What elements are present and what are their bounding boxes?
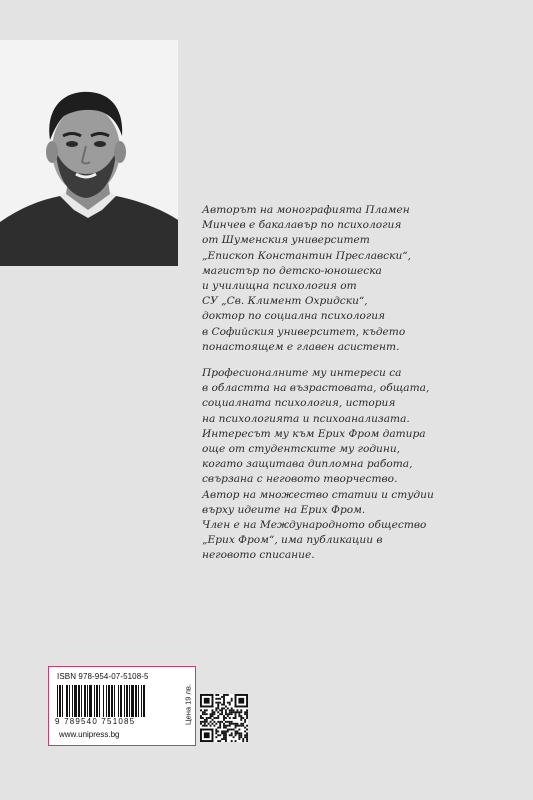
qr-module <box>227 721 229 723</box>
qr-module <box>212 694 214 707</box>
bio-line: „Епископ Константин Преславски“, <box>202 249 412 262</box>
qr-module <box>206 713 208 715</box>
qr-module <box>238 732 240 734</box>
qr-module <box>240 715 242 717</box>
qr-module <box>202 717 204 719</box>
qr-module <box>235 725 237 727</box>
barcode-bar <box>96 685 98 717</box>
qr-module <box>246 715 248 717</box>
qr-module <box>204 723 206 725</box>
qr-module <box>235 706 248 708</box>
price-label: Цена 19 лв. <box>183 684 193 726</box>
qr-module <box>225 740 227 742</box>
qr-module <box>225 694 227 696</box>
qr-module <box>238 725 240 727</box>
bio-paragraph-1 <box>202 203 522 355</box>
qr-module <box>238 738 240 740</box>
bio-line: когато защитава дипломна работа, <box>202 458 413 471</box>
barcode-bar <box>111 685 113 717</box>
qr-module <box>246 713 248 715</box>
qr-module <box>231 713 233 715</box>
qr-module <box>223 730 225 732</box>
bio-line: СУ „Св. Климент Охридски“, <box>202 295 368 308</box>
qr-module <box>225 717 227 719</box>
qr-module <box>221 696 223 698</box>
qr-module <box>213 717 215 719</box>
qr-module <box>225 725 227 727</box>
qr-module <box>215 707 217 709</box>
qr-module <box>223 734 225 736</box>
bio-line: свързана с неговото творчество. <box>202 473 398 486</box>
qr-module <box>223 696 225 698</box>
qr-module <box>219 709 221 711</box>
qr-module <box>212 719 214 721</box>
qr-module <box>229 725 231 727</box>
qr-module <box>233 729 235 731</box>
qr-module <box>231 734 233 736</box>
qr-module <box>206 719 208 721</box>
barcode-bar <box>138 685 139 717</box>
qr-module <box>236 709 238 711</box>
qr-module <box>231 723 233 725</box>
qr-module <box>231 709 233 711</box>
barcode-bar <box>81 685 82 717</box>
bio-line: „Ерих Фром“, има публикации в <box>202 534 383 547</box>
qr-module <box>235 740 237 742</box>
qr-module <box>217 740 219 742</box>
qr-module <box>219 721 221 723</box>
qr-module <box>225 738 227 740</box>
qr-module <box>223 702 225 704</box>
qr-module <box>227 725 229 727</box>
qr-module <box>202 713 204 715</box>
qr-module <box>244 713 246 715</box>
qr-module <box>225 727 227 729</box>
barcode-bar <box>78 685 80 717</box>
qr-module <box>229 721 231 723</box>
qr-module <box>215 736 217 738</box>
qr-module <box>236 730 238 732</box>
qr-module <box>231 707 233 709</box>
qr-module <box>246 729 248 731</box>
qr-module <box>231 711 233 713</box>
qr-module <box>238 736 240 738</box>
qr-module <box>227 694 229 696</box>
qr-module <box>231 698 233 700</box>
qr-module <box>242 723 244 725</box>
qr-module <box>233 717 235 719</box>
qr-module <box>223 717 225 719</box>
qr-module <box>233 711 235 713</box>
qr-module <box>231 732 233 734</box>
qr-module <box>236 725 238 727</box>
qr-module <box>200 706 213 708</box>
qr-module <box>240 732 242 734</box>
barcode-icon <box>57 685 175 717</box>
qr-module <box>215 729 217 731</box>
qr-module <box>240 736 242 738</box>
qr-module <box>235 727 237 729</box>
barcode-bar <box>103 685 104 717</box>
qr-module <box>221 709 223 711</box>
qr-module <box>229 717 231 719</box>
qr-module <box>231 729 233 731</box>
qr-module <box>215 730 217 732</box>
barcode-digits: 9 789540 751085 <box>55 717 136 726</box>
qr-module <box>244 727 246 729</box>
qr-module <box>213 711 215 713</box>
qr-module <box>204 709 206 711</box>
barcode-bar <box>108 685 110 717</box>
qr-module <box>221 707 223 709</box>
qr-module <box>200 721 202 723</box>
qr-module <box>223 704 225 706</box>
qr-module <box>246 732 248 734</box>
qr-module <box>240 734 242 736</box>
qr-module <box>242 725 244 727</box>
qr-module <box>236 711 238 713</box>
qr-module <box>236 723 238 725</box>
qr-module <box>242 717 244 719</box>
qr-module <box>208 717 210 719</box>
qr-module <box>235 715 237 717</box>
bio-line: Авторът на монографията Пламен <box>202 204 410 216</box>
qr-module <box>200 694 202 707</box>
barcode-bar <box>143 685 145 717</box>
qr-module <box>229 704 231 706</box>
qr-module <box>217 694 219 696</box>
bio-line: на психологията и психоанализата. <box>202 412 410 425</box>
qr-module <box>233 736 235 738</box>
qr-module <box>204 732 210 738</box>
barcode-bar <box>66 685 68 717</box>
qr-module <box>217 734 219 736</box>
qr-module <box>219 698 221 700</box>
qr-module <box>227 729 229 731</box>
qr-module <box>225 732 227 734</box>
qr-module <box>231 700 233 702</box>
qr-module <box>223 727 225 729</box>
qr-module <box>229 711 231 713</box>
qr-module <box>227 707 229 709</box>
qr-module <box>240 723 242 725</box>
qr-module <box>223 732 225 734</box>
barcode-bar <box>57 685 58 717</box>
qr-module <box>235 717 237 719</box>
qr-module <box>221 732 223 734</box>
qr-module <box>221 721 223 723</box>
qr-module <box>242 738 244 740</box>
qr-module <box>229 734 231 736</box>
qr-module <box>227 715 229 717</box>
qr-module <box>215 694 217 696</box>
barcode-bar <box>72 685 73 717</box>
barcode-bar <box>87 685 88 717</box>
barcode-bar <box>131 685 134 717</box>
barcode-bar <box>94 685 95 717</box>
qr-module <box>246 725 248 727</box>
qr-module <box>244 711 246 713</box>
qr-module <box>219 740 221 742</box>
qr-module <box>219 723 221 725</box>
qr-module <box>217 715 219 717</box>
qr-module <box>200 729 213 731</box>
qr-module <box>215 698 217 700</box>
qr-module <box>229 709 231 711</box>
qr-module <box>217 711 219 713</box>
bio-line: в областта на възрастовата, общата, <box>202 382 430 395</box>
qr-module <box>210 725 212 727</box>
qr-module <box>235 694 237 707</box>
qr-module <box>231 740 233 742</box>
barcode-bar <box>141 685 142 717</box>
qr-module <box>212 729 214 742</box>
qr-module <box>217 717 219 719</box>
qr-module <box>221 711 223 713</box>
qr-module <box>208 723 210 725</box>
qr-module <box>219 727 221 729</box>
qr-module <box>235 734 237 736</box>
qr-module <box>204 719 206 721</box>
qr-module <box>212 711 214 713</box>
qr-module <box>238 713 240 715</box>
qr-module <box>202 721 204 723</box>
bio-line: Професионалните му интереси са <box>202 367 402 380</box>
barcode-bar <box>99 685 100 717</box>
qr-module <box>246 734 248 736</box>
qr-module <box>215 717 217 719</box>
qr-module <box>229 729 231 731</box>
bio-line: от Шуменския университет <box>202 234 370 247</box>
qr-module <box>242 740 244 742</box>
bio-line: магистър по детско-юношеска <box>202 264 382 277</box>
qr-module <box>223 725 225 727</box>
qr-module <box>213 725 215 727</box>
qr-module <box>221 713 223 715</box>
barcode-bar <box>84 685 86 717</box>
author-bio <box>202 203 522 564</box>
qr-module <box>210 721 212 723</box>
qr-module <box>221 704 223 706</box>
qr-module <box>204 725 206 727</box>
qr-module <box>202 725 204 727</box>
qr-module <box>235 711 237 713</box>
bio-line: Интересът му към Ерих Фром датира <box>202 427 426 440</box>
qr-module <box>244 734 246 736</box>
qr-module <box>240 717 242 719</box>
qr-module <box>246 711 248 713</box>
qr-module <box>210 713 212 715</box>
qr-module <box>217 706 219 708</box>
qr-module <box>225 713 227 715</box>
qr-module <box>200 740 213 742</box>
barcode-bar <box>62 685 63 717</box>
qr-module <box>217 702 219 704</box>
qr-module <box>219 734 221 736</box>
qr-module <box>229 713 231 715</box>
qr-module <box>225 730 227 732</box>
qr-module <box>206 721 208 723</box>
qr-module <box>238 698 244 704</box>
barcode-bar <box>129 685 130 717</box>
qr-module <box>238 734 240 736</box>
qr-module <box>235 730 237 732</box>
qr-module <box>231 721 233 723</box>
barcode-bar <box>120 685 122 717</box>
bio-line: неговото списание. <box>202 549 315 562</box>
qr-module <box>217 721 219 723</box>
qr-module <box>246 694 248 707</box>
qr-module <box>206 725 208 727</box>
bio-paragraph-2 <box>202 366 522 564</box>
qr-module <box>200 729 202 742</box>
bio-line: социалната психология, история <box>202 397 396 410</box>
qr-module <box>240 711 242 713</box>
isbn-number: ISBN 978-954-07-5108-5 <box>57 672 149 681</box>
qr-module <box>225 706 227 708</box>
bio-line: доктор по социална психология <box>202 310 386 323</box>
bio-line: Минчев е бакалавър по психология <box>202 219 402 232</box>
bio-line: Член е на Международното общество <box>202 519 427 532</box>
qr-module <box>215 723 217 725</box>
qr-module <box>212 715 214 717</box>
barcode-bar <box>106 685 107 717</box>
qr-module <box>210 715 212 717</box>
qr-module <box>217 730 219 732</box>
qr-module <box>212 713 214 715</box>
qr-module <box>217 707 219 709</box>
qr-module <box>200 709 202 711</box>
qr-module <box>217 698 219 700</box>
barcode-bar <box>89 685 92 717</box>
qr-module <box>223 700 225 702</box>
qr-module <box>200 715 202 717</box>
qr-module <box>225 734 227 736</box>
qr-module <box>202 711 204 713</box>
qr-module <box>227 702 229 704</box>
qr-module <box>200 694 213 696</box>
qr-module <box>235 713 237 715</box>
qr-module <box>206 717 208 719</box>
barcode-bar <box>114 685 115 717</box>
qr-module <box>225 736 227 738</box>
qr-module <box>212 723 214 725</box>
qr-module <box>215 709 217 711</box>
qr-module <box>223 698 225 700</box>
qr-module <box>246 738 248 740</box>
qr-module <box>236 732 238 734</box>
publisher-url[interactable]: www.unipress.bg <box>59 730 120 739</box>
qr-module <box>217 727 219 729</box>
qr-module <box>244 736 246 738</box>
qr-module <box>219 713 221 715</box>
qr-module <box>204 698 210 704</box>
qr-module <box>204 721 206 723</box>
qr-module <box>223 723 225 725</box>
qr-module <box>227 730 229 732</box>
qr-module <box>223 694 225 696</box>
qr-module <box>223 736 225 738</box>
qr-module <box>221 738 223 740</box>
qr-module <box>246 736 248 738</box>
qr-module <box>235 723 237 725</box>
qr-module <box>229 702 231 704</box>
author-photo <box>0 40 178 266</box>
qr-module <box>215 702 217 704</box>
qr-module <box>246 740 248 742</box>
qr-module <box>244 730 246 732</box>
bio-line: върху идеите на Ерих Фром. <box>202 503 366 516</box>
qr-module <box>225 721 227 723</box>
qr-module <box>240 725 242 727</box>
qr-module <box>238 729 240 731</box>
qr-module <box>238 715 240 717</box>
qr-module <box>225 709 227 711</box>
barcode-bar <box>126 685 128 717</box>
qr-module <box>215 732 217 734</box>
qr-module <box>219 725 221 727</box>
qr-code-icon <box>200 694 248 742</box>
bio-line: понастоящем е главен асистент. <box>202 340 400 353</box>
barcode-bar <box>124 685 125 717</box>
bio-line: и училищна психология от <box>202 280 357 293</box>
qr-module <box>217 704 219 706</box>
qr-module <box>244 719 246 721</box>
qr-module <box>204 711 206 713</box>
barcode-bar <box>74 685 77 717</box>
qr-module <box>219 702 221 704</box>
qr-module <box>225 711 227 713</box>
qr-module <box>223 707 225 709</box>
isbn-barcode-box <box>48 666 196 746</box>
qr-module <box>229 723 231 725</box>
qr-module <box>206 709 208 711</box>
qr-module <box>246 717 248 719</box>
qr-module <box>244 721 246 723</box>
qr-module <box>212 709 214 711</box>
barcode-bar <box>118 685 119 717</box>
qr-module <box>213 713 215 715</box>
qr-module <box>227 713 229 715</box>
qr-module <box>200 723 202 725</box>
qr-module <box>213 721 215 723</box>
qr-module <box>233 709 235 711</box>
qr-module <box>223 715 225 717</box>
qr-module <box>221 730 223 732</box>
paragraph-spacer <box>202 355 522 366</box>
qr-module <box>235 732 237 734</box>
qr-module <box>235 694 248 696</box>
qr-module <box>200 717 202 719</box>
barcode-bar <box>69 685 70 717</box>
bio-line: още от студентските му години, <box>202 443 401 456</box>
bio-line: Автор на множество статии и студии <box>202 488 434 501</box>
qr-module <box>223 738 225 740</box>
barcode-bar <box>59 685 61 717</box>
bio-line: в Софийския университет, където <box>202 325 406 338</box>
qr-module <box>233 723 235 725</box>
qr-module <box>240 719 242 721</box>
qr-module <box>210 717 212 719</box>
qr-module <box>204 713 206 715</box>
qr-module <box>246 709 248 711</box>
qr-module <box>223 719 225 721</box>
qr-module <box>240 709 242 711</box>
barcode-bar <box>135 685 137 717</box>
qr-module <box>238 711 240 713</box>
